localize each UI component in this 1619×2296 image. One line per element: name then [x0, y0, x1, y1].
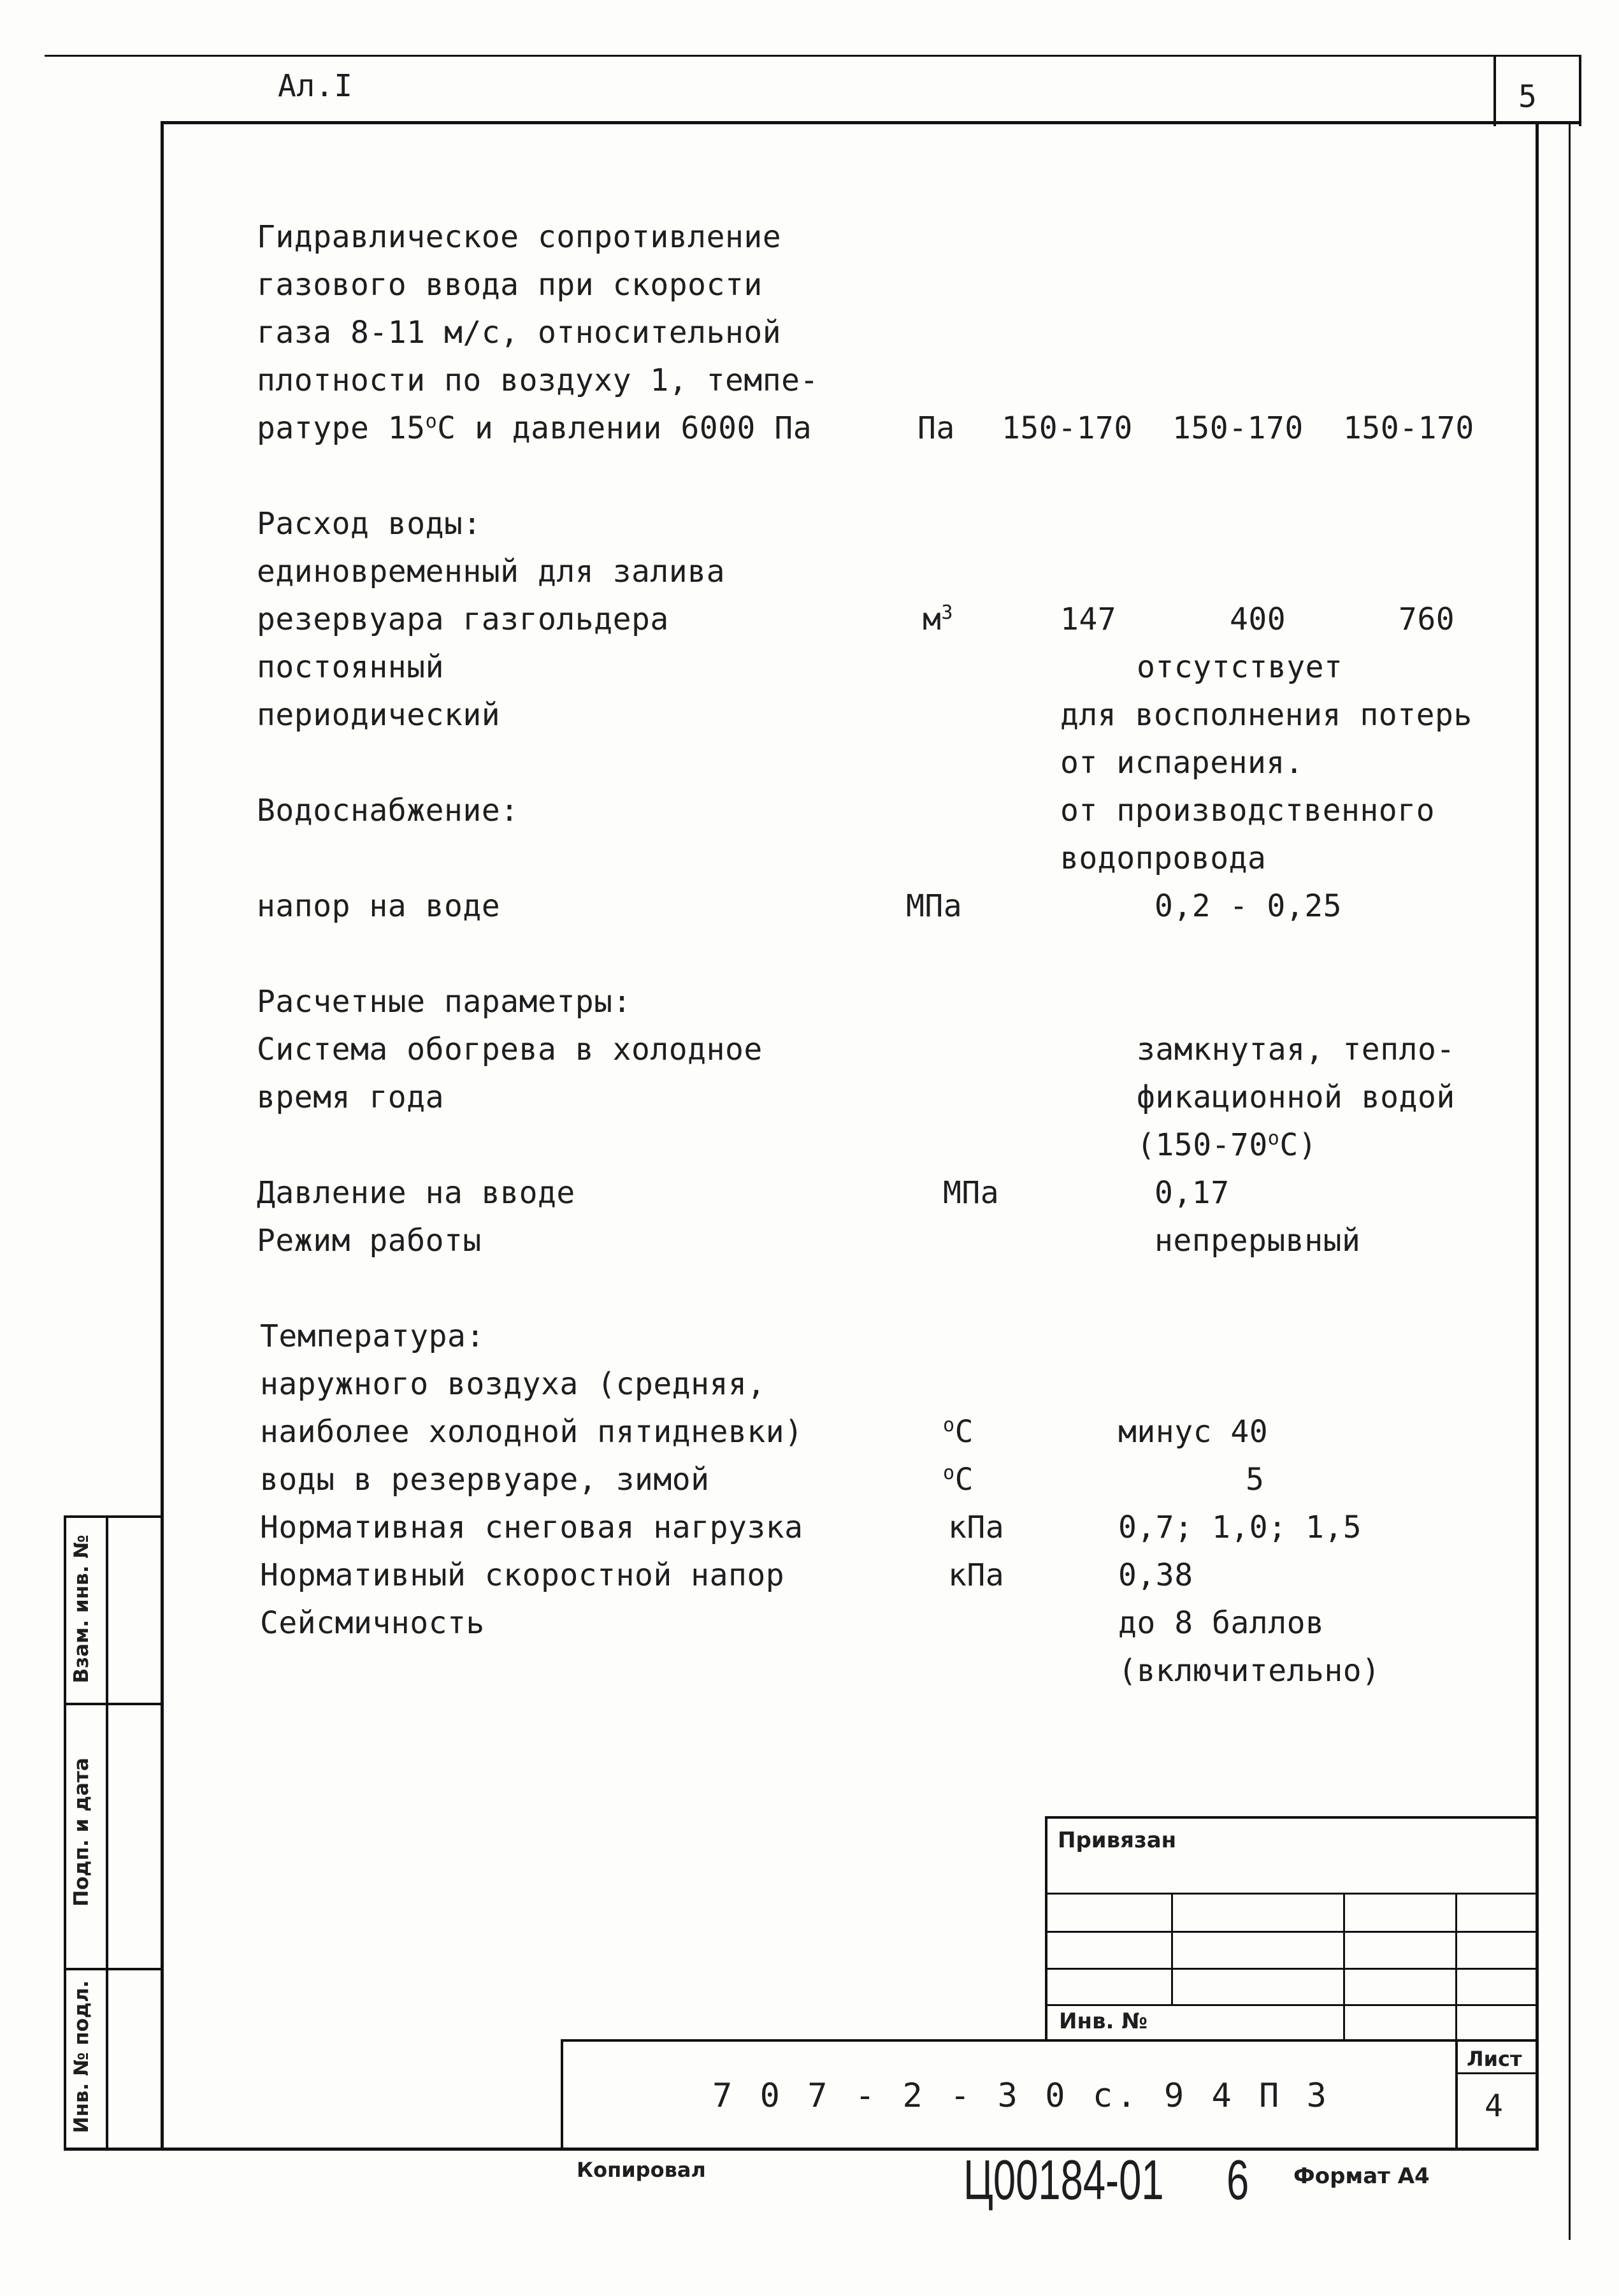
value-outdoor-temp: минус 40	[1118, 1414, 1269, 1450]
footer-copied: Копировал	[577, 2158, 706, 2182]
label-inlet-pressure: Давление на вводе	[257, 1175, 575, 1211]
label-hydraulic-resistance-1: Гидравлическое сопротивление	[257, 219, 782, 255]
value-seismicity-2: (включительно)	[1118, 1653, 1381, 1689]
tb-v1	[1171, 1893, 1173, 2004]
label-constant: постоянный	[257, 649, 444, 685]
label-hydraulic-resistance-5: ратуре 15$^o$С и давлении 6000 Па	[257, 410, 812, 446]
label-outdoor-air-2: наиболее холодной пятидневки)	[260, 1414, 803, 1450]
frame-top	[163, 121, 1581, 124]
side-stamp-mid	[106, 1515, 108, 2151]
value-resistance-1: 150-170	[1002, 410, 1133, 446]
stamp-top	[561, 2039, 1537, 2042]
value-fill-760: 760	[1399, 602, 1455, 637]
unit-pa: Па	[917, 410, 955, 446]
tb-v3	[1455, 1893, 1457, 2040]
outer-right-rule	[1569, 124, 1571, 2240]
value-fill-400: 400	[1230, 602, 1286, 637]
tb-h4	[1045, 2004, 1537, 2006]
tb-h1	[1045, 1893, 1537, 1895]
frame-bottom	[64, 2148, 1539, 2151]
unit-kpa-wind: кПа	[948, 1557, 1005, 1593]
value-seismicity-1: до 8 баллов	[1118, 1605, 1325, 1641]
footer-format: Формат А4	[1293, 2163, 1430, 2189]
frame-right	[1536, 121, 1539, 2151]
stamp-podp-data: Подп. и дата	[70, 1758, 93, 1907]
tb-h3	[1045, 1968, 1537, 1970]
tb-h2	[1045, 1931, 1537, 1933]
value-water-main: водопровода	[1060, 841, 1267, 876]
label-heating-2: время года	[257, 1079, 444, 1115]
handwritten-number: 6	[1227, 2148, 1249, 2211]
label-hydraulic-resistance-3: газа 8-11 м/с, относительной	[257, 315, 782, 350]
handwritten-code: Ц00184-01	[963, 2148, 1164, 2211]
stamp-vzam-inv: Взам. инв. №	[70, 1534, 93, 1684]
value-inlet-pressure: 0,17	[1155, 1175, 1230, 1211]
value-resistance-3: 150-170	[1343, 410, 1474, 446]
label-hydraulic-resistance-4: плотности по воздуху 1, темпе-	[257, 363, 819, 398]
sheet-label: Лист	[1467, 2047, 1522, 2071]
label-water-winter: воды в резервуаре, зимой	[260, 1462, 710, 1498]
unit-kpa-snow: кПа	[948, 1510, 1005, 1545]
unit-celsius-1: $^o$С	[943, 1414, 974, 1450]
value-heating-1: замкнутая, тепло-	[1137, 1032, 1455, 1067]
title-block-privyazan: Привязан	[1058, 1828, 1177, 1853]
value-absent: отсутствует	[1137, 649, 1343, 685]
label-water-head: напор на воде	[257, 888, 501, 924]
label-wind-pressure: Нормативный скоростной напор	[260, 1557, 785, 1593]
label-water-supply: Водоснабжение:	[257, 793, 519, 828]
value-loss-recovery: для восполнения потерь	[1060, 697, 1472, 733]
sheet-marker: Ал.I	[278, 68, 353, 104]
label-snow-load: Нормативная снеговая нагрузка	[260, 1510, 803, 1545]
value-evaporation: от испарения.	[1060, 745, 1304, 781]
top-rule	[45, 55, 1581, 57]
unit-mpa-inlet: МПа	[943, 1175, 1000, 1211]
tb-outer-top	[1045, 1816, 1537, 1819]
document-code: 7 0 7 - 2 - 3 0 с. 9 4 П 3	[712, 2077, 1330, 2115]
label-water-consumption: Расход воды:	[257, 506, 482, 542]
tb-outer-left	[1045, 1816, 1047, 2040]
page-number-box-right	[1579, 55, 1581, 126]
unit-cubic-meters: $м^3$	[923, 602, 953, 637]
sheet-number: 4	[1485, 2088, 1504, 2124]
label-one-time-fill: единовременный для залива	[257, 554, 725, 589]
unit-celsius-2: $^o$С	[943, 1462, 974, 1498]
side-stamp-left	[64, 1515, 66, 2151]
value-resistance-2: 150-170	[1172, 410, 1304, 446]
label-temperature: Температура:	[260, 1318, 485, 1354]
title-block-inv-no: Инв. №	[1059, 2009, 1148, 2034]
frame-left	[161, 121, 164, 2151]
value-heating-3: (150-70$^o$С)	[1137, 1127, 1318, 1163]
value-head: 0,2 - 0,25	[1155, 888, 1342, 924]
stamp-sheet-left	[1455, 2039, 1458, 2151]
page-number-box-left	[1493, 55, 1496, 126]
value-water-temp: 5	[1246, 1462, 1265, 1498]
label-reservoir: резервуара газгольдера	[257, 602, 669, 637]
value-industrial: от производственного	[1060, 793, 1435, 828]
unit-mpa-head: МПа	[906, 888, 963, 924]
label-periodic: периодический	[257, 697, 501, 733]
value-heating-2: фикационной водой	[1137, 1079, 1455, 1115]
page-number: 5	[1518, 79, 1537, 115]
value-mode: непрерывный	[1155, 1223, 1361, 1259]
value-snow-load: 0,7; 1,0; 1,5	[1118, 1510, 1362, 1545]
label-mode: Режим работы	[257, 1223, 482, 1259]
side-stamp-top	[64, 1515, 163, 1518]
stamp-inv-podl: Инв. № подл.	[70, 1980, 93, 2134]
value-fill-147: 147	[1060, 602, 1117, 637]
tb-v2	[1343, 1893, 1345, 2040]
label-hydraulic-resistance-2: газового ввода при скорости	[257, 267, 763, 303]
stamp-left	[561, 2039, 563, 2151]
stamp-sheet-div	[1455, 2072, 1537, 2074]
label-design-params: Расчетные параметры:	[257, 984, 631, 1020]
label-outdoor-air-1: наружного воздуха (средняя,	[260, 1366, 766, 1402]
label-seismicity: Сейсмичность	[260, 1605, 485, 1641]
label-heating-1: Система обогрева в холодное	[257, 1032, 763, 1067]
value-wind-pressure: 0,38	[1118, 1557, 1193, 1593]
